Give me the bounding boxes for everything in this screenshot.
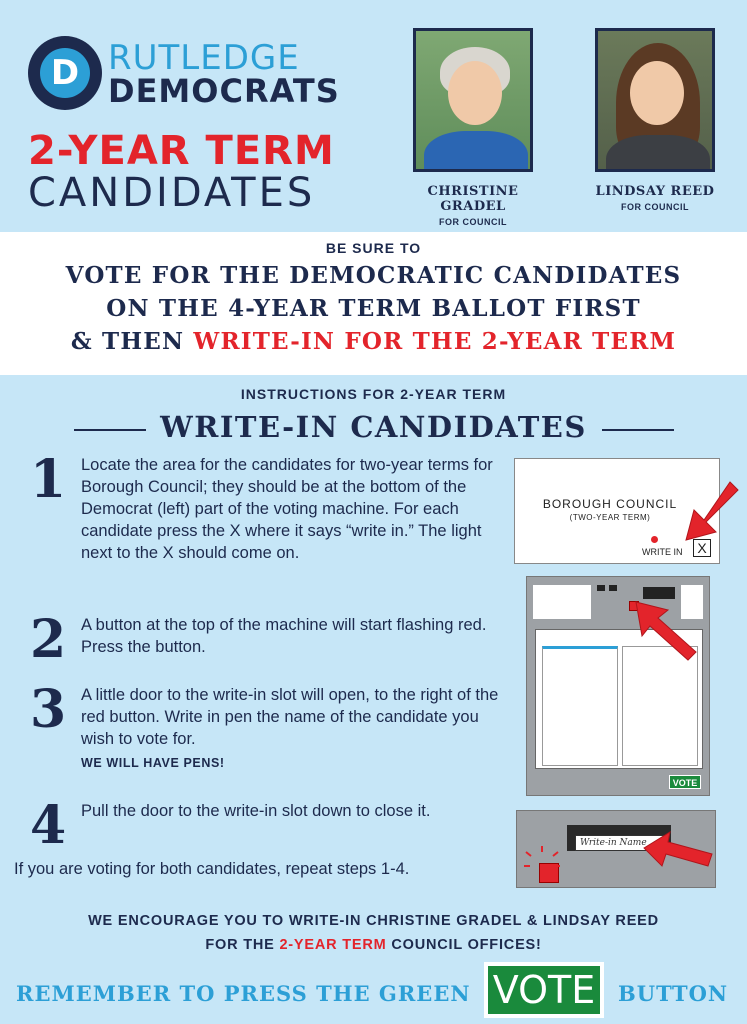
candidate-photo (595, 28, 715, 172)
divider-right (602, 429, 674, 431)
candidate-card-gradel (398, 28, 548, 227)
vote-banner (0, 232, 747, 375)
banner-intro: BE SURE TO (325, 240, 422, 256)
machine-indicator (609, 585, 617, 591)
encourage-line2 (0, 933, 747, 957)
instructions-heading: INSTRUCTIONS FOR 2-YEAR TERM (240, 386, 507, 402)
step-number: 2 (30, 609, 67, 670)
indicator-light (651, 536, 658, 543)
ballot-column-democrat (542, 646, 618, 766)
encourage-line1: WE ENCOURAGE YOU TO WRITE-IN CHRISTINE GRADEL & LINDSAY REED (88, 913, 659, 929)
encourage-message (0, 909, 747, 957)
logo-line1: RUTLEDGE (108, 38, 300, 78)
arrow-icon (640, 826, 714, 880)
flashing-light-icon (522, 844, 562, 884)
repeat-note: If you are voting for both candidates, repeat steps 1-4. (14, 860, 410, 878)
remember-text: REMEMBER TO PRESS THE GREEN (16, 981, 471, 1006)
encourage-post: COUNCIL OFFICES! (386, 937, 542, 953)
banner-line1: VOTE FOR THE DEMOCRATIC CANDIDATES (65, 262, 682, 289)
step-text: Pull the door to the write-in slot down to close it. (81, 802, 431, 820)
ballot-title: BOROUGH COUNCIL (542, 497, 678, 511)
term-title: 2-YEAR TERM (28, 128, 335, 174)
machine-indicator (597, 585, 605, 591)
logo-letter: D (40, 48, 90, 98)
banner-line3 (0, 328, 747, 355)
writein-title-row (0, 410, 747, 450)
logo-emblem (28, 36, 102, 110)
candidate-photo (413, 28, 533, 172)
candidate-card-reed (580, 28, 730, 212)
arrow-icon (630, 596, 700, 662)
encourage-highlight: 2-YEAR TERM (279, 937, 387, 953)
candidate-role: FOR COUNCIL (439, 217, 507, 227)
candidate-role: FOR COUNCIL (621, 202, 689, 212)
candidate-name: CHRISTINE GRADEL (427, 184, 519, 214)
step-number: 4 (30, 795, 67, 856)
rutledge-democrats-logo (28, 36, 340, 116)
step-text: A little door to the write-in slot will open, to the right of the red button. Write in pen the name of the candidate you wish to vote for. (81, 686, 499, 748)
step-text-wrap (81, 684, 501, 774)
machine-vote-button: VOTE (669, 775, 701, 789)
step-text: Locate the area for the candidates for two-year terms for Borough Council; they should be at the bottom of the Democrat (left) part of the voting machine. For each candidate press the X where it says “write in.” The light next to the X should come on. (81, 456, 493, 562)
logo-line2: DEMOCRATS (108, 72, 340, 110)
vote-button-graphic: VOTE (484, 962, 604, 1018)
button-text: BUTTON (618, 981, 729, 1006)
banner-line3-highlight: WRITE-IN FOR THE 2-YEAR TERM (193, 328, 677, 355)
candidate-name: LINDSAY REED (595, 184, 715, 199)
arrow-icon (680, 478, 740, 558)
write-in-x-box: X (693, 539, 711, 557)
banner-line2: ON THE 4-YEAR TERM BALLOT FIRST (106, 295, 641, 322)
ballot-column (622, 646, 698, 766)
slot-write-in-text: Write-in Name (575, 835, 667, 851)
banner-line3-prefix: & THEN (70, 328, 194, 355)
step-number: 1 (30, 449, 67, 510)
writein-title: WRITE-IN CANDIDATES (160, 410, 587, 444)
encourage-pre: FOR THE (205, 937, 280, 953)
write-in-label: WRITE IN (642, 547, 683, 557)
term-subtitle: CANDIDATES (28, 170, 316, 216)
pens-note: WE WILL HAVE PENS! (81, 756, 225, 770)
step-number: 3 (30, 679, 67, 740)
machine-panel (533, 585, 591, 619)
step-text: A button at the top of the machine will start flashing red. Press the button. (81, 616, 487, 656)
ballot-subtitle: (TWO-YEAR TERM) (569, 513, 651, 522)
